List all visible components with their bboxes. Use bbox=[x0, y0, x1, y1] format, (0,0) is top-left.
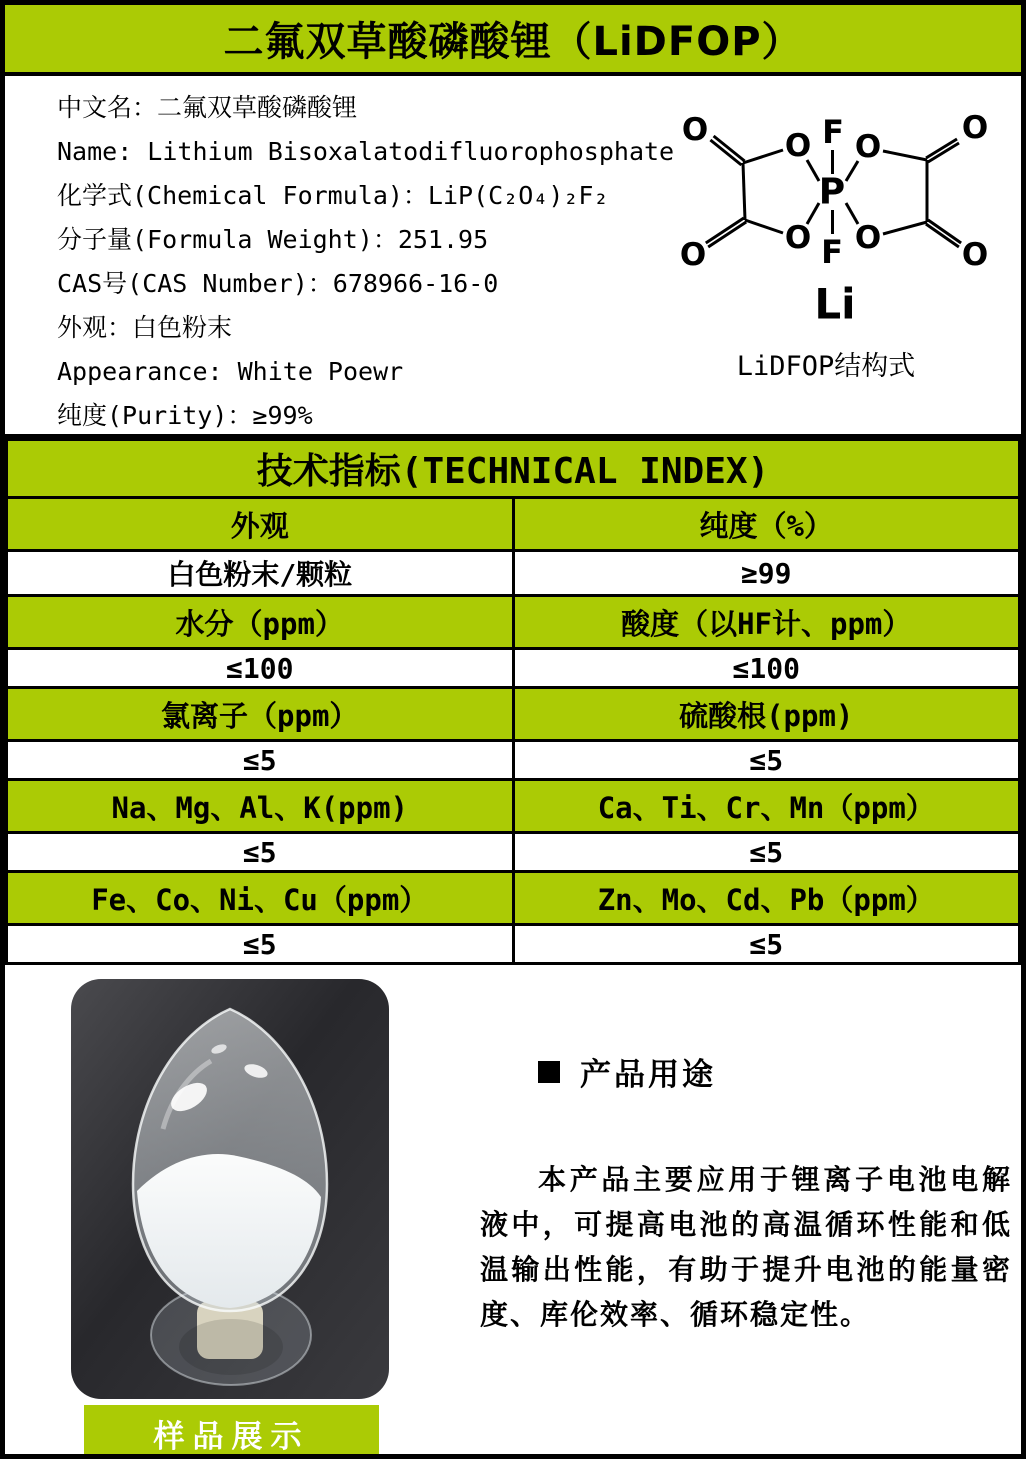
spec-value-cell: ≤5 bbox=[7, 833, 514, 872]
atom-label-o-term-br: O bbox=[961, 237, 989, 273]
info-line-appearance-cn: 外观：白色粉末 bbox=[57, 313, 233, 342]
info-line-appearance-en: Appearance: White Poewr bbox=[57, 357, 404, 386]
technical-index-table bbox=[5, 438, 1021, 965]
spec-value-cell: ≥99 bbox=[513, 551, 1020, 596]
table-row bbox=[7, 872, 1020, 925]
atom-label-li: Li bbox=[814, 279, 856, 329]
usage-heading bbox=[538, 1049, 716, 1094]
sample-photo-illustration bbox=[71, 979, 389, 1399]
info-line-english-name: Name: Lithium Bisoxalatodifluorophosphate bbox=[57, 137, 675, 166]
spec-header-cell: Zn、Mo、Cd、Pb（ppm） bbox=[513, 872, 1020, 925]
structure-caption: LiDFOP结构式 bbox=[736, 351, 916, 382]
table-row bbox=[7, 833, 1020, 872]
info-line-chemical-formula: 化学式(Chemical Formula)：LiP(C₂O₄)₂F₂ bbox=[57, 181, 609, 210]
atom-label-f-bottom: F bbox=[821, 233, 843, 271]
title-banner bbox=[5, 5, 1021, 76]
usage-paragraph: 本产品主要应用于锂离子电池电解液中，可提高电池的高温循环性能和低温输出性能，有助于提升电池的能量密度、库伦效率、循环稳定性。 bbox=[480, 1163, 1012, 1331]
spec-value-cell: ≤5 bbox=[513, 833, 1020, 872]
sample-display-label bbox=[84, 1405, 379, 1459]
usage-title: 产品用途 bbox=[580, 1057, 716, 1093]
spec-header-cell: Na、Mg、Al、K(ppm) bbox=[7, 780, 514, 833]
chemical-structure-diagram bbox=[660, 92, 1012, 432]
spec-header-cell: 硫酸根(ppm) bbox=[513, 688, 1020, 741]
spec-header-cell: 纯度（%） bbox=[513, 498, 1020, 551]
atom-label-p: P bbox=[818, 171, 846, 213]
product-info-text bbox=[57, 86, 674, 438]
atom-label-o-ring-br: O bbox=[854, 220, 882, 256]
atom-label-o-term-tl: O bbox=[681, 112, 709, 148]
sample-display-label-text: 样品展示 bbox=[153, 1419, 310, 1455]
square-bullet-icon bbox=[538, 1061, 560, 1083]
spec-value-cell: ≤5 bbox=[513, 741, 1020, 780]
table-row bbox=[7, 498, 1020, 551]
info-line-purity: 纯度(Purity)：≥99% bbox=[57, 401, 313, 430]
product-info-section bbox=[5, 76, 1021, 438]
technical-index-banner: 技术指标(TECHNICAL INDEX) bbox=[7, 440, 1020, 498]
table-row bbox=[7, 780, 1020, 833]
info-line-formula-weight: 分子量(Formula Weight)：251.95 bbox=[57, 225, 489, 254]
page-title: 二氟双草酸磷酸锂（LiDFOP） bbox=[223, 19, 803, 65]
spec-value-cell: 白色粉末/颗粒 bbox=[7, 551, 514, 596]
table-row bbox=[7, 649, 1020, 688]
spec-header-cell: 氯离子（ppm） bbox=[7, 688, 514, 741]
spec-header-cell: Fe、Co、Ni、Cu（ppm） bbox=[7, 872, 514, 925]
table-row bbox=[7, 925, 1020, 964]
atom-label-o-term-tr: O bbox=[961, 110, 989, 146]
spec-header-cell: 水分（ppm） bbox=[7, 596, 514, 649]
spec-header-cell: 酸度（以HF计、ppm） bbox=[513, 596, 1020, 649]
spec-value-cell: ≤5 bbox=[513, 925, 1020, 964]
table-row bbox=[7, 440, 1020, 498]
atom-label-o-term-bl: O bbox=[679, 237, 707, 273]
bottom-section bbox=[5, 965, 1021, 1459]
table-row bbox=[7, 741, 1020, 780]
spec-header-cell: 外观 bbox=[7, 498, 514, 551]
table-row bbox=[7, 596, 1020, 649]
atom-label-o-ring-tl: O bbox=[784, 128, 812, 164]
info-line-cas-number: CAS号(CAS Number)：678966-16-0 bbox=[57, 269, 499, 298]
table-row bbox=[7, 688, 1020, 741]
atom-label-o-ring-tr: O bbox=[854, 129, 882, 165]
spec-header-cell: Ca、Ti、Cr、Mn（ppm） bbox=[513, 780, 1020, 833]
atom-label-f-top: F bbox=[822, 113, 844, 151]
structure-svg bbox=[660, 92, 1012, 337]
spec-value-cell: ≤5 bbox=[7, 741, 514, 780]
atom-label-o-ring-bl: O bbox=[784, 220, 812, 256]
spec-value-cell: ≤100 bbox=[7, 649, 514, 688]
spec-value-cell: ≤5 bbox=[7, 925, 514, 964]
table-row bbox=[7, 551, 1020, 596]
spec-value-cell: ≤100 bbox=[513, 649, 1020, 688]
info-line-chinese-name: 中文名：二氟双草酸磷酸锂 bbox=[57, 93, 358, 122]
product-sample-photo bbox=[71, 979, 389, 1399]
